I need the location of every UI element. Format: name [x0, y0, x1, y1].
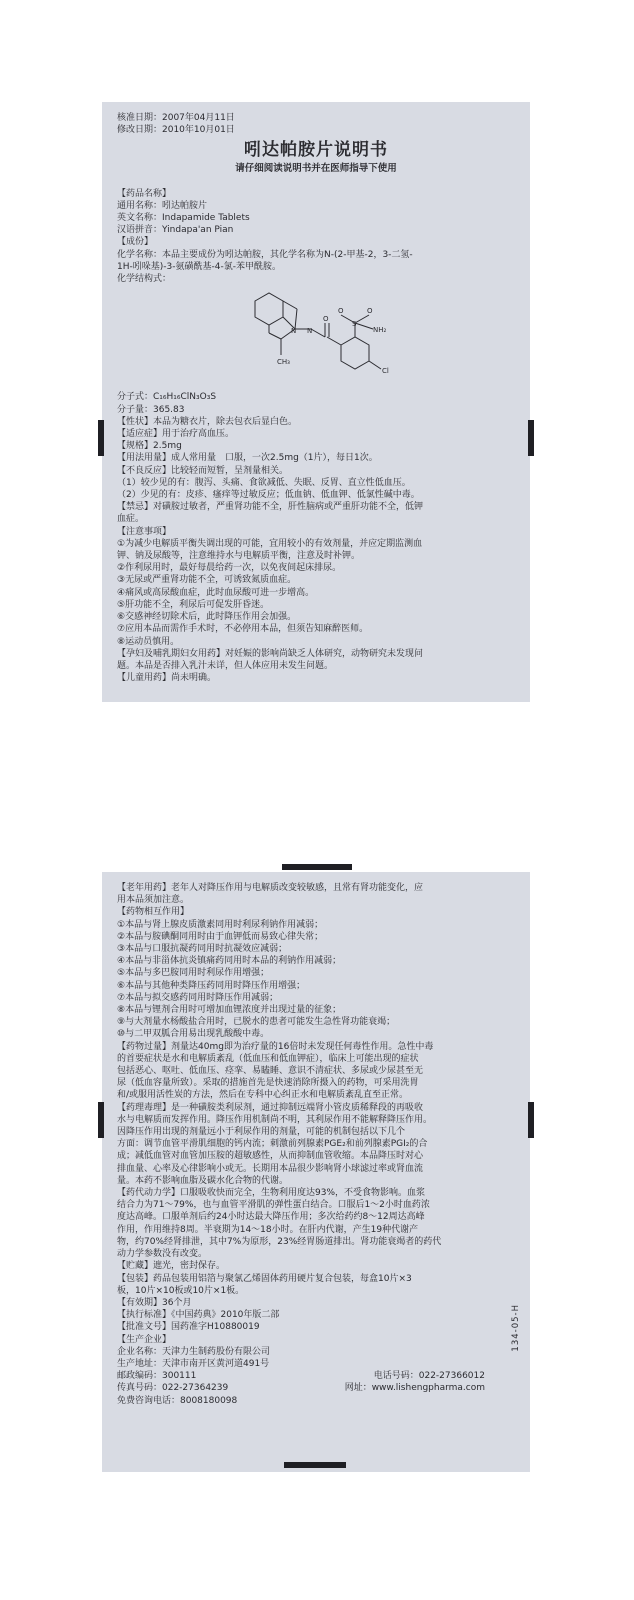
document-title: 吲达帕胺片说明书 — [244, 140, 388, 161]
text-line: ⑤本品与多巴胺同用时利尿作用增强； — [117, 968, 270, 979]
text-line: 企业名称：天津力生制药股份有限公司 — [117, 1346, 271, 1357]
chemical-structure — [237, 289, 407, 381]
text-line: 量。本药不影响血脂及碳水化合物的代谢。 — [117, 1175, 289, 1186]
nh2-label: NH₂ — [373, 326, 387, 335]
text-line: ③无尿或严重肾功能不全，可诱致氮质血症。 — [117, 575, 297, 586]
fax-number: 传真号码：022-27364239 — [117, 1383, 229, 1394]
registration-mark-right — [528, 420, 534, 456]
text-line: ⑧运动员慎用。 — [117, 636, 180, 647]
text-line: 【性状】本品为糖衣片，除去包衣后显白色。 — [117, 416, 298, 427]
text-line: 【药物过量】剂量达40mg即为治疗量的16倍时未发现任何毒性作用。急性中毒 — [117, 1041, 434, 1052]
text-line: 题。本品是否排入乳汁未详，但人体应用未发生问题。 — [117, 660, 334, 671]
footer-row-1 — [117, 1370, 515, 1382]
text-line: 通用名称：吲达帕胺片 — [117, 200, 208, 211]
text-line: 【药物相互作用】 — [117, 907, 190, 918]
text-line: 的首要症状是水和电解质紊乱（低血压和低血钾症），临床上可能出现的症状 — [117, 1053, 419, 1064]
text-line: 【不良反应】比较轻而短暂，呈剂量相关。 — [117, 465, 289, 476]
text-line: 作用，作用维持8周。半衰期为14～18小时。在肝内代谢，产生19种代谢产 — [117, 1224, 419, 1235]
hotline: 免费咨询电话：8008180098 — [117, 1395, 238, 1406]
text-line: 【执行标准】《中国药典》2010年版二部 — [117, 1310, 280, 1321]
text-line: 包括恶心、呕吐、低血压、痉挛、易瞌睡、意识不清症状、多尿或少尿甚至无 — [117, 1066, 424, 1077]
text-line: 【禁忌】对磺胺过敏者，严重肾功能不全，肝性脑病或严重肝功能不全，低钾 — [117, 502, 424, 513]
leaflet-page-1 — [102, 102, 530, 702]
text-line: 生产地址：天津市南开区黄河道491号 — [117, 1358, 270, 1369]
text-line: 1H-吲哚基)-3-氨磺酰基-4-氯-苯甲酰胺。 — [117, 261, 281, 272]
text-line: 动力学参数没有改变。 — [117, 1249, 208, 1260]
text-line: 【药理毒理】是一种磺胺类利尿剂，通过抑制远端肾小管皮质稀释段的再吸收 — [117, 1102, 424, 1113]
text-line: 物，约70%经肾排泄，其中7%为原形，23%经胃肠道排出。肾功能衰竭者的药代 — [117, 1236, 442, 1247]
leaflet-page-2 — [102, 872, 530, 1472]
text-line: 【药品名称】 — [117, 188, 172, 199]
registration-mark-bottom — [284, 1462, 346, 1468]
text-line: 【老年用药】老年人对降压作用与电解质改变较敏感，且常有肾功能变化，应 — [117, 883, 424, 893]
text-line: 【孕妇及哺乳期妇女用药】对妊娠的影响尚缺乏人体研究，动物研究未发现问 — [117, 648, 424, 659]
website: 网址：www.lishengpharma.com — [344, 1383, 485, 1394]
text-line: 英文名称：Indapamide Tablets — [117, 213, 250, 224]
text-line: ⑥交感神经切除术后，此时降压作用会加强。 — [117, 612, 297, 623]
text-line: 【批准文号】国药准字H10880019 — [117, 1322, 260, 1333]
molecular-formula — [117, 391, 515, 403]
text-line: ⑤肝功能不全，利尿后可促发肝昏迷。 — [117, 599, 270, 610]
text-line: ①为减少电解质平衡失调出现的可能，宜用较小的有效剂量，并应定期监测血 — [117, 538, 423, 549]
text-line: ③本品与口服抗凝药同用时抗凝效应减弱； — [117, 944, 288, 955]
approval-date: 核准日期：2007年04月11日 — [117, 113, 235, 123]
text-line: ④痛风或高尿酸血症，此时血尿酸可进一步增高。 — [117, 587, 315, 598]
text-line: 钾、钠及尿酸等，注意维持水与电解质平衡，注意及时补钾。 — [117, 551, 361, 562]
text-line: ②作利尿用时，最好每晨给药一次，以免夜间起床排尿。 — [117, 563, 342, 574]
text-line: ②本品与胺碘酮同用时由于血钾低而易致心律失常； — [117, 931, 324, 942]
text-line: 成；减低血管对血管加压胺的超敏感性，从而抑制血管收缩。本品降压时对心 — [117, 1151, 424, 1162]
text-line: ⑦应用本品而需作手术时，不必停用本品，但须告知麻醉医师。 — [117, 624, 369, 635]
text-line: 【药代动力学】口服吸收快而完全，生物利用度达93%，不受食物影响。血浆 — [117, 1188, 426, 1199]
registration-mark-right-2 — [528, 1102, 534, 1138]
batch-code: 134-05-H — [510, 1304, 521, 1352]
text-line: ①本品与肾上腺皮质激素同用时利尿利钠作用减弱； — [117, 919, 324, 930]
svg-text:S: S — [352, 320, 357, 329]
text-line: 用本品须加注意。 — [117, 895, 190, 906]
svg-text:N: N — [307, 327, 313, 336]
postal-code: 邮政编码：300111 — [117, 1371, 197, 1382]
text-line: 【生产企业】 — [117, 1334, 172, 1345]
phone-number: 电话号码：022-27366012 — [373, 1371, 485, 1382]
text-line: 板，10片×10板或10片×1板。 — [117, 1285, 245, 1296]
svg-text:O: O — [323, 315, 329, 324]
footer-row-2 — [117, 1382, 515, 1394]
text-line: 【注意事项】 — [117, 526, 172, 537]
cl-label: Cl — [382, 367, 389, 376]
formula-text: C₁₆H₁₆ClN₃O₃S — [153, 392, 217, 403]
text-line: 分子量：365.83 — [117, 404, 185, 415]
formula-prefix: 分子式： — [117, 392, 154, 403]
text-line: 尿（低血容量所致）。采取的措施首先是快速消除所摄入的药物，可采用洗胃 — [117, 1078, 419, 1089]
text-line: 【贮藏】遮光，密封保存。 — [117, 1261, 226, 1272]
text-line: （1）较少见的有：腹泻、头痛、食欲减低、失眠、反胃、直立性低血压。 — [117, 477, 411, 488]
text-line: ⑦本品与拟交感药同用时降压作用减弱； — [117, 992, 279, 1003]
text-line: 【儿童用药】尚未明确。 — [117, 673, 217, 684]
registration-mark-left — [98, 420, 104, 456]
text-line: 化学结构式： — [117, 274, 172, 285]
text-line: 和/或服用活性炭的方法，然后在专科中心纠正水和电解质紊乱直至正常。 — [117, 1090, 409, 1101]
registration-mark-top — [282, 864, 352, 870]
text-line: 排血量、心率及心律影响小或无。长期用本品很少影响肾小球滤过率或肾血流 — [117, 1163, 424, 1174]
text-line: ⑩与二甲双胍合用易出现乳酸酸中毒。 — [117, 1029, 270, 1040]
document-subtitle: 请仔细阅读说明书并在医师指导下使用 — [235, 163, 397, 175]
text-line: 血症。 — [117, 514, 145, 525]
text-line: 因降压作用出现的剂量远小于利尿作用的剂量，可能的机制包括以下几个 — [117, 1127, 406, 1138]
text-line: 方面：调节血管平滑肌细胞的钙内流；刺激前列腺素PGE₂和前列腺素PGI₂的合 — [117, 1139, 428, 1150]
text-line: 度达高峰。口服单剂后约24小时达最大降压作用；多次给药约8～12周达高峰 — [117, 1212, 425, 1223]
text-line: （2）少见的有：皮疹、瘙痒等过敏反应；低血钠、低血钾、低氯性碱中毒。 — [117, 490, 420, 501]
text-line: ⑥本品与其他种类降压药同用时降压作用增强； — [117, 980, 306, 991]
text-line: ⑧本品与锂剂合用时可增加血锂浓度并出现过量的征象； — [117, 1005, 342, 1016]
section-block-b — [117, 404, 515, 685]
text-line: 【成份】 — [117, 237, 154, 248]
text-line: 【规格】2.5mg — [117, 441, 182, 452]
revision-date: 修改日期：2010年10月01日 — [117, 125, 235, 136]
text-line: 水与电解质而发挥作用。降压作用机制尚不明，其利尿作用不能解释降压作用。 — [117, 1114, 433, 1125]
text-line: 【用法用量】成人常用量 口服，一次2.5mg（1片），每日1次。 — [117, 453, 378, 464]
text-line: ⑨与大剂量水杨酸盐合用时，已脱水的患者可能发生急性肾功能衰竭； — [117, 1017, 396, 1028]
text-line: 结合力为71～79%，也与血管平滑肌的弹性蛋白结合。口服后1～2小时血药浓 — [117, 1200, 430, 1211]
text-line: 【包装】药品包装用铝箔与聚氯乙烯固体药用硬片复合包装，每盒10片×3 — [117, 1273, 412, 1284]
registration-mark-left-2 — [98, 1102, 104, 1138]
text-line: 【适应症】用于治疗高血压。 — [117, 429, 235, 440]
svg-text:O: O — [338, 307, 344, 316]
text-line: 化学名称：本品主要成份为吲达帕胺，其化学名称为N-(2-甲基-2，3-二氢- — [117, 249, 413, 260]
section-block-c — [117, 882, 515, 1370]
text-line: 汉语拼音：Yindapa'an Pian — [117, 225, 234, 236]
text-line: ④本品与非甾体抗炎镇痛药同用时本品的利钠作用减弱； — [117, 956, 342, 967]
svg-text:N: N — [291, 327, 297, 336]
svg-text:O: O — [367, 307, 373, 316]
text-line: 【有效期】36个月 — [117, 1297, 192, 1308]
section-block-a — [117, 188, 515, 286]
ch3-label: CH₃ — [277, 358, 290, 367]
